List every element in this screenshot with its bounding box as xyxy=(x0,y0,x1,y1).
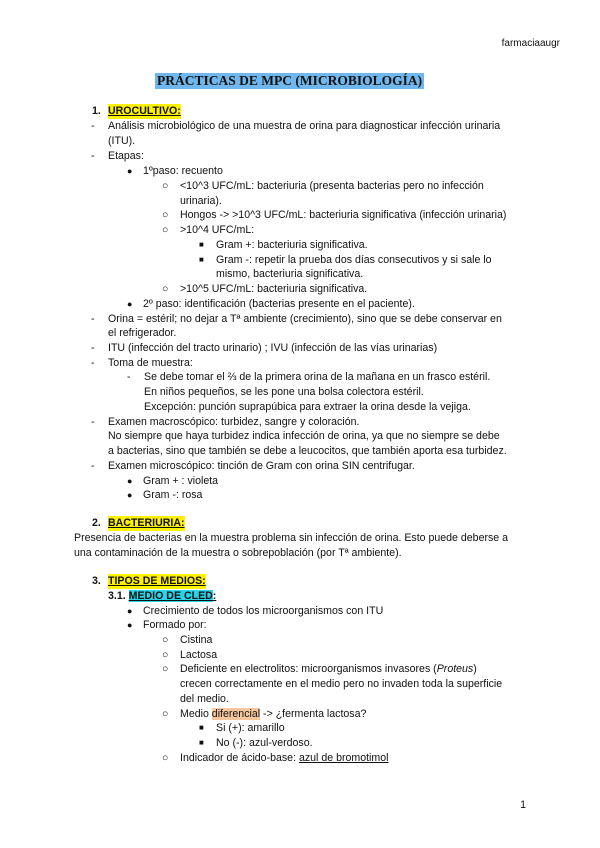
text-line: Lactosa xyxy=(180,649,218,661)
text-line: Gram -: rosa xyxy=(143,489,203,501)
text-line: Hongos -> >10^3 UFC/mL: bacteriuria significativa (infección urinaria) xyxy=(180,209,507,221)
text-line: No (-): azul-verdoso. xyxy=(216,737,313,749)
text-line: mismo, bacteriuria significativa. xyxy=(216,268,364,280)
text-line: Formado por: xyxy=(143,619,207,631)
dash-bullet: - xyxy=(91,150,95,162)
circle-bullet: ○ xyxy=(162,752,169,764)
text-line: 2º paso: identificación (bacterias presente en el paciente). xyxy=(143,298,415,310)
circle-bullet: ○ xyxy=(162,634,169,646)
text-line: Análisis microbiológico de una muestra de orina para diagnosticar infección urinaria xyxy=(108,120,501,132)
text-line: Si (+): amarillo xyxy=(216,722,285,734)
text-line: Excepción: punción suprapúbica para extraer la orina desde la vejiga. xyxy=(144,401,471,413)
section3-num: 3. xyxy=(92,575,101,587)
underlined-term: azul de bromotimol xyxy=(298,752,389,764)
disc-bullet: ● xyxy=(127,606,133,616)
highlighted-term: diferencial xyxy=(211,708,261,720)
dash-bullet: - xyxy=(91,313,95,325)
header-author: farmaciaaugr xyxy=(501,38,560,49)
text-line: Examen microscópico: tinción de Gram con orina SIN centrifugar. xyxy=(108,460,415,472)
section1-heading: UROCULTIVO: xyxy=(108,105,181,117)
text-segment: ) xyxy=(473,663,477,675)
text-line: >10^4 UFC/mL: xyxy=(180,224,255,236)
text-line: Presencia de bacterias en la muestra problema sin infección de orina. Esto puede deberse a xyxy=(74,532,509,544)
section2-num: 2. xyxy=(92,517,101,529)
subsection-heading: MEDIO DE CLED xyxy=(128,590,213,602)
disc-bullet: ● xyxy=(127,620,133,630)
text-line: del medio. xyxy=(180,693,229,705)
disc-bullet: ● xyxy=(127,166,133,176)
text-line xyxy=(180,751,388,766)
text-line: Cistina xyxy=(180,634,213,646)
circle-bullet: ○ xyxy=(162,663,169,675)
text-line xyxy=(180,662,477,677)
dash-bullet: - xyxy=(91,120,95,132)
circle-bullet: ○ xyxy=(162,180,169,192)
page-number: 1 xyxy=(520,799,526,811)
section2-heading: BACTERIURIA: xyxy=(108,517,185,529)
text-line: a bacterias, sino que también se debe a leucocitos, que también aporta esa turbidez. xyxy=(108,445,507,457)
dash-bullet: - xyxy=(91,342,95,354)
disc-bullet: ● xyxy=(127,476,133,486)
text-line: ITU (infección del tracto urinario) ; IVU (infección de las vías urinarias) xyxy=(108,342,438,354)
text-line: 1ºpaso: recuento xyxy=(143,165,223,177)
text-line: Se debe tomar el ⅔ de la primera orina de la mañana en un frasco estéril. xyxy=(144,371,491,383)
text-segment: -> ¿fermenta lactosa? xyxy=(260,708,367,720)
section1-num: 1. xyxy=(92,105,101,117)
text-line: Toma de muestra: xyxy=(108,357,193,369)
circle-bullet: ○ xyxy=(162,283,169,295)
text-line: Gram + : violeta xyxy=(143,475,219,487)
dash-bullet: - xyxy=(91,416,95,428)
subsection-colon: : xyxy=(212,590,217,602)
dash-bullet: - xyxy=(91,357,95,369)
dash-bullet: - xyxy=(91,460,95,472)
page-title: PRÁCTICAS DE MPC (MICROBIOLOGÍA) xyxy=(157,73,423,88)
text-line: una contaminación de la muestra o sobrepoblación (por Tª ambiente). xyxy=(74,547,402,559)
text-line: <10^3 UFC/mL: bacteriuria (presenta bacterias pero no infección xyxy=(180,180,484,192)
circle-bullet: ○ xyxy=(162,224,169,236)
square-bullet: ■ xyxy=(199,240,204,249)
circle-bullet: ○ xyxy=(162,649,169,661)
subsection-num: 3.1. xyxy=(108,590,126,602)
section3-heading: TIPOS DE MEDIOS: xyxy=(108,575,206,587)
text-line: (ITU). xyxy=(108,135,136,147)
text-line: crecen correctamente en el medio pero no invaden toda la superficie xyxy=(180,678,503,690)
square-bullet: ■ xyxy=(199,723,204,732)
subsection-3-1 xyxy=(108,589,216,604)
text-segment: Deficiente en electrolitos: microorganismos invasores ( xyxy=(180,663,437,675)
text-line: Etapas: xyxy=(108,150,144,162)
text-line: Orina = estéril; no dejar a Tª ambiente (crecimiento), sino que se debe conservar en xyxy=(108,313,502,325)
text-line xyxy=(180,707,366,722)
text-line: Examen macroscópico: turbidez, sangre y coloración. xyxy=(108,416,360,428)
circle-bullet: ○ xyxy=(162,708,169,720)
text-line: Gram -: repetir la prueba dos días consecutivos y si sale lo xyxy=(216,254,492,266)
text-line: Gram +: bacteriuria significativa. xyxy=(216,239,368,251)
text-line: urinaria). xyxy=(180,195,222,207)
square-bullet: ■ xyxy=(199,738,204,747)
text-line: el refrigerador. xyxy=(108,327,177,339)
dash-bullet: - xyxy=(127,371,131,383)
text-line: >10^5 UFC/mL: bacteriuria significativa. xyxy=(180,283,368,295)
text-segment: Indicador de ácido-base: xyxy=(180,752,299,764)
text-line: No siempre que haya turbidez indica infección de orina, ya que no siempre se debe xyxy=(108,430,500,442)
text-line: En niños pequeños, se les pone una bolsa colectora estéril. xyxy=(144,386,424,398)
square-bullet: ■ xyxy=(199,255,204,264)
text-segment: Medio xyxy=(180,708,212,720)
disc-bullet: ● xyxy=(127,299,133,309)
circle-bullet: ○ xyxy=(162,209,169,221)
text-line: Crecimiento de todos los microorganismos con ITU xyxy=(143,605,384,617)
text-segment-italic: Proteus xyxy=(436,663,474,675)
disc-bullet: ● xyxy=(127,490,133,500)
